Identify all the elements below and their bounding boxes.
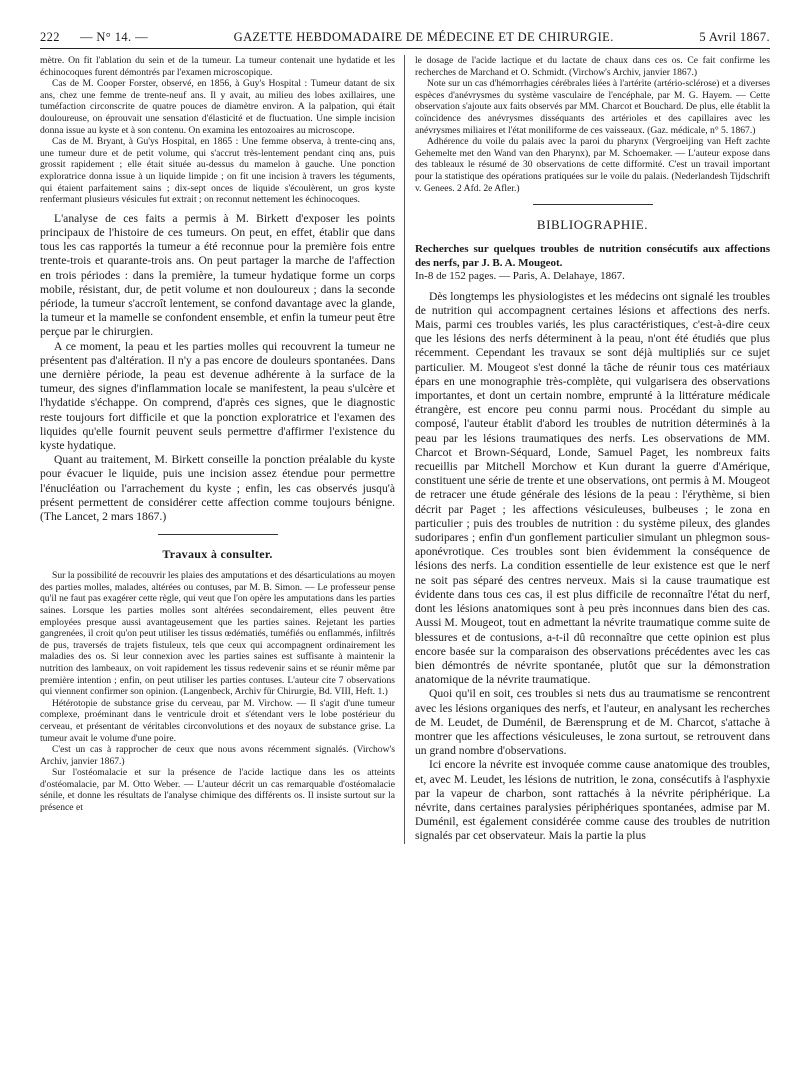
reviewed-work-details: In-8 de 152 pages. — Paris, A. Delahaye, 1867. [415,270,625,283]
section-divider [158,534,278,535]
paragraph: Note sur un cas d'hémorrhagies cérébrales liées à l'artérite (artério-sclérose) et a diverses espèces d'anévrysmes du système vasculaire de l'encéphale, par M. G. Hayem. — Cette observation s'ajoute aux faits observés par MM. Charcot et Bouchard. De plus, elle établit la coïncidence des anévrysmes disséquants des artérioles et des capillaires avec les anévrysmes miliaires et l'état moniliforme de ces vaisseaux. (Gaz. médicale, n° 5. 1867.) [415,78,770,136]
paragraph: Adhérence du voile du palais avec la paroi du pharynx (Vergroeijing van Heft zachte Gehemelte met den Wand van den Pharynx), par M. Schoemaker. — L'auteur expose dans des tableaux le résumé de 30 observations de cette difformité. C'est un travail important pour la statistique des opérations pratiquées sur le voile du palais. (Nederlandesh Tijdschrift v. Genees. 2 Afd. 2e Afler.) [415,136,770,194]
page-number: 222 [40,30,60,44]
paragraph: Ici encore la névrite est invoquée comme cause anatomique des troubles, et, avec M. Leudet, les lésions de nutrition, le zona, consécutifs à l'asphyxie par la vapeur de charbon, sont rattachés à la névrite périphérique. La névrite, dans certaines paralysies périphériques spontanées, admise par M. Duménil, est également considérée comme cause des troubles de nutrition signalés par cet observateur. Mais la partie la plus [415,758,770,843]
journal-title: GAZETTE HEBDOMADAIRE DE MÉDECINE ET DE CHIRURGIE. [233,30,614,44]
paragraph: L'analyse de ces faits a permis à M. Birkett d'exposer les points principaux de l'histoire de ces tumeurs. On peut, en effet, établir que dans tous les cas rapportés la tumeur a été reconnue pour la première fois entre trente-trois et quarante-trois ans. On peut partager la marche de l'affection en trois périodes : dans la première, la tumeur hydatique forme un corps mobile, résistant, dur, de petit volume et non douloureux ; dans la seconde période, la tumeur s'accroît lentement, se confond davantage avec la glande, la tumeur et la mamelle se confondent ensemble, et enfin la tumeur peut être perçue par le chirurgien. [40,211,395,339]
review-text [415,290,770,844]
section-divider [533,204,653,205]
paragraph: Quoi qu'il en soit, ces troubles si nets dus au traumatisme se rencontrent avec les lésions organiques des nerfs, et l'auteur, en analysant les recherches de M. Leudet, de Duménil, de Bærensprung et de M. Charcot, s'attache à montrer que les affections vésiculeuses, le zona surtout, se retrouvent dans un grand nombre d'observations. [415,687,770,758]
paragraph: A ce moment, la peau et les parties molles qui recouvrent la tumeur ne présentent pas d'altération. Il n'y a pas encore de douleurs spontanées. Dans une dernière période, la peau est devenue adhérente à la surface de la tumeur, des signes d'inflammation locale se manifestent, la peau s'ulcère et l'hydatide s'échappe. On comprend, d'après ces signes, que le diagnostic reste toujours fort difficile et que la ponction exploratrice et l'examen des liquides qu'elle fournit peuvent seuls permettre d'affirmer l'existence du kyste hydatique. [40,339,395,452]
paragraph: Cas de M. Bryant, à Gu'ys Hospital, en 1865 : Une femme observa, à trente-cinq ans, une tumeur dure et de petit volume, qui s'accrut très-lentement pendant cinq ans, puis grossit rapidement ; elle était située au-dessus du mamelon à gauche. Une ponction exploratrice donna issue à un liquide limpide ; on fit une incision à travers les téguments, qui étaient parfaitement sains ; dix-sept onces de liquide s'écoulèrent, un gros kyste renfermant plusieurs vésicules fut extrait ; on reconnut nettement les échinocoques. [40,136,395,206]
section-title: Travaux à consulter. [162,547,273,562]
paragraph: le dosage de l'acide lactique et du lactate de chaux dans ces os. Ce fait confirme les recherches de Marchand et O. Schmidt. (Virchow's Archiv, janvier 1867.) [415,55,770,78]
paragraph: Sur la possibilité de recouvrir les plaies des amputations et des désarticulations au moyen des parties molles, malades, altérées ou contuses, par M. B. Simon. — Le professeur pense qu'il ne faut pas exagérer cette règle, qui veut que l'on opère les amputations dans les parties saines. Lorsque les parties molles sont altérées secondairement, elles peuvent être employées presque aussi avantageusement que les parties saines. Rejetant les parties gangrenées, il croit qu'on peut utiliser les tissus œdématiés, tuméfiés ou enflammés, infiltrés de pus, traversés de trajets fistuleux, tels que ceux qui accompagnent ordinairement les maladies des os. Si leur connexion avec les parties saines est suffisante à maintenir la nutrition des lambeaux, on voit rapidement les tissus redevenir sains et se réunir même par première intention ; enfin, on peut utiliser les parties contuses. L'auteur cite 7 observations qui viennent confirmer son opinion. (Langenbeck, Archiv für Chirurgie, Bd. VIII, Heft. 1.) [40,570,395,698]
bibliography-title: BIBLIOGRAPHIE. [536,217,649,233]
right-column [404,55,770,844]
paragraph: Quant au traitement, M. Birkett conseille la ponction préalable du kyste pour évacuer le liquide, puis une incision assez étendue pour permettre l'énucléation ou l'arrachement du kyste ; enfin, les cas observés jusqu'à présent permettent de considérer cette affection comme toujours bénigne. (The Lancet, 2 mars 1867.) [40,453,395,523]
left-column [40,55,404,844]
paragraph: Sur l'ostéomalacie et sur la présence de l'acide lactique dans les os atteints d'ostéomalacie, par M. Otto Weber. — L'auteur décrit un cas remarquable d'ostéomalacie sénile, et donne les résultats de l'analyse chimique des différents os. Il insiste surtout sur la présence et [40,767,395,814]
paragraph: Cas de M. Cooper Forster, observé, en 1856, à Guy's Hospital : Tumeur datant de six ans, chez une femme de trente-neuf ans. Il y avait, au milieu des lobes axillaires, une tuméfaction circonscrite de quatre pouces de diamètre environ. A la palpation, qui était douloureuse, on éprouvait une sensation d'élasticité et de fluctuation. Une simple incision donna issue au kyste et à son contenu. On examina les entozoaires au microscope. [40,78,395,136]
analysis-text [40,212,395,524]
paragraph: C'est un cas à rapprocher de ceux que nous avons récemment signalés. (Virchow's Archiv, janvier 1867.) [40,744,395,767]
issue-number: — N° 14. — [79,30,148,44]
paragraph: Hétérotopie de substance grise du cerveau, par M. Virchow. — Il s'agit d'une tumeur complexe, proéminant dans le ventricule droit et s'étendant vers le lobe postérieur du cerveau, et présentant de véritables circonvolutions et des noyaux de substance grise. La tumeur avait le volume d'une poire. [40,697,395,744]
case-reports [40,55,395,206]
reviewed-work-title: Recherches sur quelques troubles de nutrition consécutifs aux affections des nerfs, par J. B. A. Mougeot. [415,243,770,269]
columns [40,55,770,844]
page-header [40,30,770,49]
issue-date: 5 Avril 1867. [699,30,770,44]
works-to-consult [40,570,395,813]
works-continued [415,55,770,194]
paragraph: Dès longtemps les physiologistes et les médecins ont signalé les troubles de nutrition qui accompagnent certaines lésions et affections des nerfs. Mais, parmi ces troubles variés, les plus caractéristiques, c'est-à-dire ceux que les lésions des nerfs déterminent à la peau, n'ont été étudiés que plus récemment. Cependant les travaux se sont déjà multipliés sur ce sujet particulier. M. Mougeot s'est donné la tâche de réunir tous ces matériaux épars en une monographie très-complète, qui vulgarisera des observations importantes, et dont un certain nombre, emprunté à la littérature médicale étrangère, est encore peu connu parmi nous. Procédant du simple au composé, l'auteur établit d'abord les troubles de nutrition déterminés à la peau par les lésions traumatiques des nerfs. Les observations de MM. Charcot et Brown-Séquard, Londe, Samuel Paget, les nombreux faits recueillis par Mitchell Morchow et Kun durant la guerre d'Amérique, constituent une série de trente et une observations, ont permis à M. Mougeot de retracer une étude générale des lésions de la peau : l'érythème, si bien décrit par Paget ; les affections vésiculeuses, bulbeuses ; le zona en particulier ; puis des troubles de nutrition : du système pileux, des glandes sudoripares ; enfin d'un gonflement particulier simulant un phlegmon sous-aponévrotique. Ces troubles sont bien évidemment la conséquence de lésions des nerfs. La condition essentielle de leur existence est que le nerf ne soit pas séparé des centres nerveux. Mais si la cause traumatique est évidente dans tous ces cas, il est plus difficile de reconnaître l'état du nerf, dont les lésions anatomiques sont à peu près inconnues dans bien des cas. Aussi M. Mougeot, tout en admettant la névrite traumatique comme suite de blessures et de contusions, a-t-il dû reconnaître que cette opinion est plus encore basée sur la comparaison des observations précédentes avec les cas bien démontrés de névrite spontanée, plutôt que sur la démonstration anatomique de la névrite traumatique. [415,289,770,687]
paragraph: mètre. On fit l'ablation du sein et de la tumeur. La tumeur contenait une hydatide et les échinocoques furent démontrés par l'examen microscopique. [40,55,395,78]
